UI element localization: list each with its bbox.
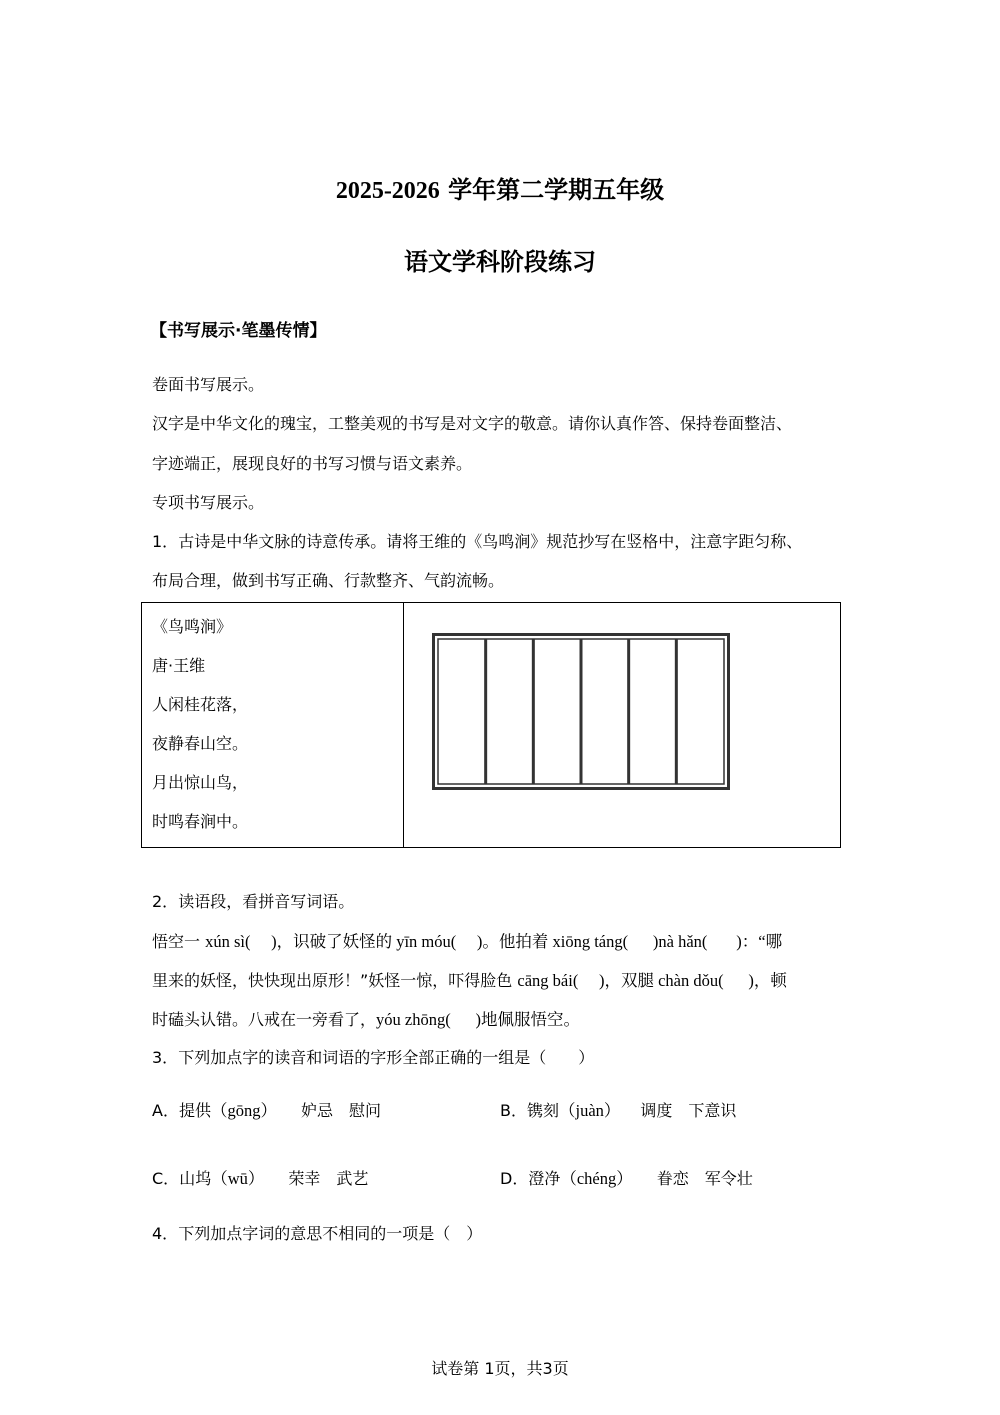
q4-prompt-line [152,1221,482,1244]
q2-l2-text-a: 里来的妖怪，快快现出原形！”妖怪一惊，吓得脸色 [152,971,518,990]
q2-l3-text-a: 时磕头认错。八戒在一旁看了， [152,1010,377,1029]
q3-option-c[interactable] [152,1165,368,1189]
q2-prompt: 读语段，看拼音写词语。 [178,892,355,911]
q4-number: 4． [152,1224,179,1243]
poem-line-3: 月出惊山鸟， [152,773,249,792]
q1-text-a [152,529,802,552]
table-divider [403,603,404,847]
intro-line-1: 卷面书写展示。 [152,375,265,394]
q2-line-3 [152,1006,580,1030]
poem-title: 《鸟鸣涧》 [152,617,233,636]
option-dotted-word: 澄净 [528,1169,561,1188]
pinyin-yinmou: yīn móu( [396,932,457,951]
poem-table [141,602,841,848]
option-words: 眷恋 军令壮 [656,1169,753,1188]
q3-option-d[interactable] [500,1165,753,1189]
section-heading: 【书写展示·笔墨传情】 [150,321,327,341]
option-dotted-word: 提供 [178,1101,211,1120]
option-dotted-word: 山坞 [179,1169,212,1188]
q2-line-1 [152,928,782,952]
q1-number: 1． [152,532,179,551]
option-pinyin: （gōng） [210,1101,277,1120]
q2-l3-text-b: )地佩服悟空。 [450,1010,580,1029]
vertical-writing-grid[interactable] [432,633,732,793]
option-words: 妒忌 慰问 [300,1101,381,1120]
pinyin-cangbai: cāng bái( [517,971,579,990]
pinyin-youzhong: yóu zhōng( [376,1010,451,1029]
option-words: 荣幸 武艺 [288,1169,369,1188]
option-label: D． [500,1169,529,1188]
poem-line-2: 夜静春山空。 [152,734,249,753]
exam-title-line2: 语文学科阶段练习 [404,248,596,276]
q3-option-b[interactable] [500,1097,736,1121]
q2-line-2 [152,967,787,991]
poem-line-1: 人闲桂花落， [152,695,249,714]
exam-year: 2025-2026 [335,178,440,204]
q2-l1-text-d: ) [628,932,659,951]
option-pinyin: （chéng） [560,1169,633,1188]
intro-line-3: 专项书写展示。 [152,493,265,512]
exam-title-line1 [0,170,1000,205]
q3-option-a[interactable] [152,1097,381,1121]
q2-l1-text-c: )。他拍着 [456,932,553,951]
page-footer: 试卷第 1页，共3页 [431,1359,569,1378]
q3-prompt-line [152,1045,594,1068]
option-label: C． [152,1169,180,1188]
q2-l1-text-a: 悟空一 [152,932,206,951]
poem-author: 唐·王维 [152,656,206,675]
exam-term: 学年第二学期五年级 [439,176,665,204]
option-label: A． [152,1101,179,1120]
q2-l1-text-e: )：“哪 [707,932,783,951]
pinyin-nahan: nà hǎn( [658,932,708,951]
poem-line-4: 时鸣春涧中。 [152,812,249,831]
q3-prompt: 下列加点字的读音和词语的字形全部正确的一组是（ ） [178,1048,595,1067]
pinyin-xunsi: xún sì( [205,932,251,951]
option-label: B． [500,1101,527,1120]
q2-l2-text-c: )，顿 [723,971,787,990]
q2-prompt-line [152,889,354,912]
option-pinyin: （wū） [211,1169,265,1188]
intro-line-2a: 汉字是中华文化的瑰宝，工整美观的书写是对文字的敬意。请你认真作答、保持卷面整洁、 [152,414,793,433]
q1-prompt-a: 古诗是中华文脉的诗意传承。请将王维的《鸟鸣涧》规范抄写在竖格中，注意字距匀称、 [178,532,803,551]
pinyin-xiongtang: xiōng táng( [552,932,629,951]
q2-l1-text-b: )，识破了妖怪的 [250,932,397,951]
option-dotted-word: 镌刻 [526,1101,559,1120]
pinyin-chandou: chàn dǒu( [658,971,724,990]
option-words: 调度 下意识 [640,1101,737,1120]
intro-line-2b: 字迹端正，展现良好的书写习惯与语文素养。 [152,454,473,473]
option-pinyin: （juàn） [559,1101,621,1120]
q3-number: 3． [152,1048,179,1067]
q1-text-b: 布局合理，做到书写正确、行款整齐、气韵流畅。 [152,571,505,590]
q4-prompt: 下列加点字词的意思不相同的一项是（ ） [178,1224,483,1243]
q2-l2-text-b: )，双腿 [578,971,659,990]
q2-number: 2． [152,892,179,911]
